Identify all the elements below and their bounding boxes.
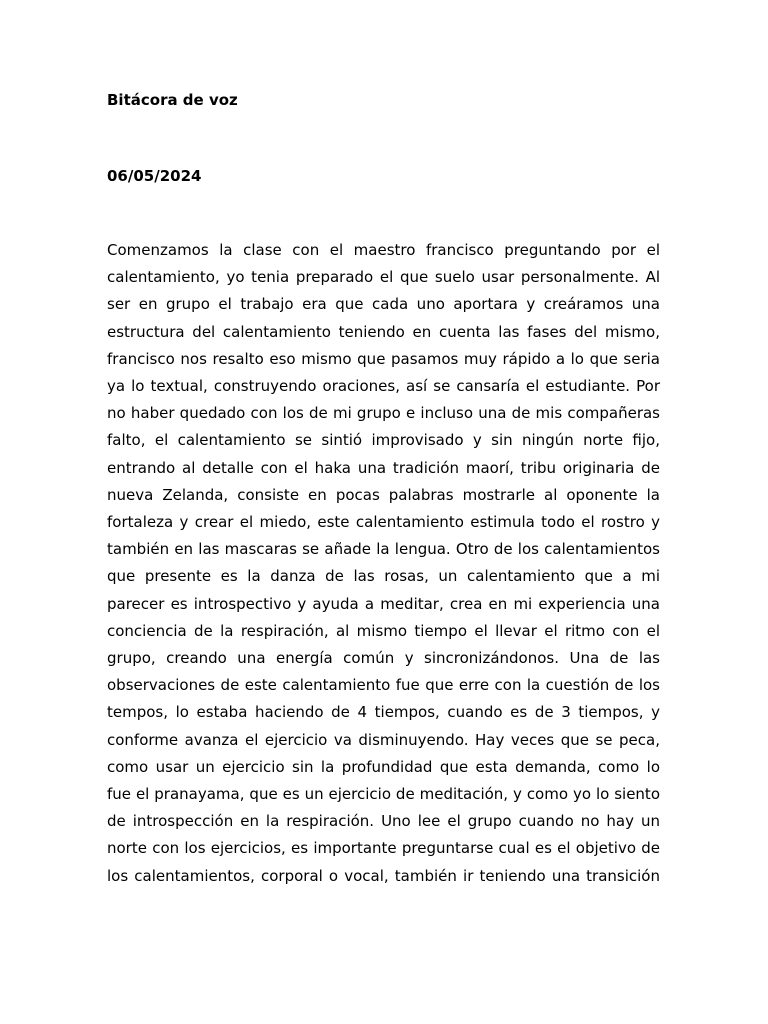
body-line: que presente es la danza de las rosas, un calentamiento que a mi: [107, 567, 660, 586]
document-title: Bitácora de voz: [107, 91, 238, 109]
body-line: como usar un ejercicio sin la profundidad que esta demanda, como lo: [107, 757, 660, 776]
body-line: grupo, creando una energía común y sincronizándonos. Una de las: [107, 649, 660, 668]
body-line: conforme avanza el ejercicio va disminuyendo. Hay veces que se peca,: [107, 730, 660, 749]
body-line: norte con los ejercicios, es importante preguntarse cual es el objetivo de: [107, 839, 660, 858]
body-line: falto, el calentamiento se sintió improvisado y sin ningún norte fijo,: [107, 431, 660, 450]
body-line: no haber quedado con los de mi grupo e incluso una de mis compañeras: [107, 404, 660, 423]
body-line: los calentamientos, corporal o vocal, también ir teniendo una transición: [107, 866, 660, 885]
body-line: de introspección en la respiración. Uno lee el grupo cuando no hay un: [107, 812, 660, 831]
body-line: tempos, lo estaba haciendo de 4 tiempos, cuando es de 3 tiempos, y: [107, 703, 660, 722]
body-line: ser en grupo el trabajo era que cada uno aportara y creáramos una: [107, 295, 660, 314]
body-line: nueva Zelanda, consiste en pocas palabras mostrarle al oponente la: [107, 485, 660, 504]
body-line: parecer es introspectivo y ayuda a meditar, crea en mi experiencia una: [107, 594, 660, 613]
body-line: entrando al detalle con el haka una tradición maorí, tribu originaria de: [107, 458, 660, 477]
body-line: ya lo textual, construyendo oraciones, así se cansaría el estudiante. Por: [107, 377, 660, 396]
body-line: conciencia de la respiración, al mismo tiempo el llevar el ritmo con el: [107, 621, 660, 640]
body-line: observaciones de este calentamiento fue que erre con la cuestión de los: [107, 676, 660, 695]
body-line: fortaleza y crear el miedo, este calentamiento estimula todo el rostro y: [107, 513, 660, 532]
document-body: [107, 237, 660, 890]
body-line: Comenzamos la clase con el maestro francisco preguntando por el: [107, 241, 660, 259]
body-line: francisco nos resalto eso mismo que pasamos muy rápido a lo que seria: [107, 349, 660, 368]
body-line: calentamiento, yo tenia preparado el que suelo usar personalmente. Al: [107, 268, 660, 287]
body-line: también en las mascaras se añade la lengua. Otro de los calentamientos: [107, 540, 660, 559]
body-line: estructura del calentamiento teniendo en cuenta las fases del mismo,: [107, 322, 660, 341]
body-line: fue el pranayama, que es un ejercicio de meditación, y como yo lo siento: [107, 785, 660, 804]
document-date: 06/05/2024: [107, 167, 202, 185]
